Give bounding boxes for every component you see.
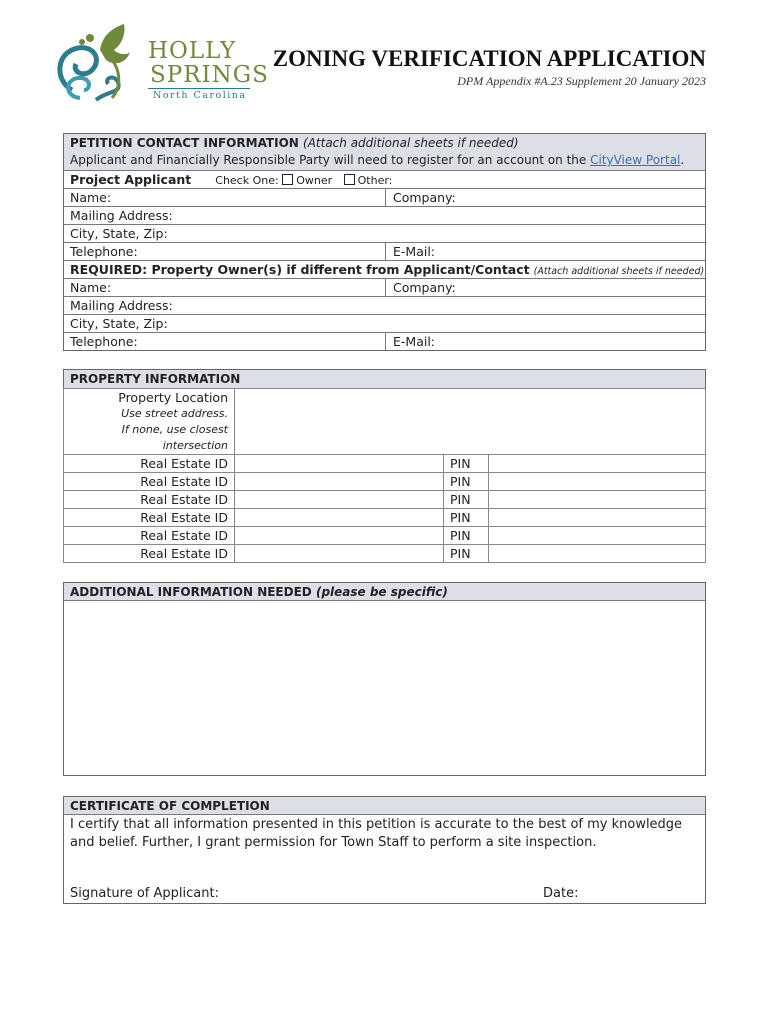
real-estate-id-label: Real Estate ID [64,473,235,491]
signature-label[interactable]: Signature of Applicant: [70,886,219,901]
pin-label: PIN [444,473,489,491]
real-estate-id-label: Real Estate ID [64,491,235,509]
real-estate-id-label: Real Estate ID [64,509,235,527]
other-label: Other: [357,174,393,187]
table-row [64,509,706,527]
project-applicant-label: Project Applicant [70,172,192,187]
owner-name-row[interactable] [64,278,705,296]
property-location-label-cell [64,389,235,455]
property-information-section [63,369,706,563]
project-applicant-row [64,170,705,188]
real-estate-id-input[interactable] [235,527,444,545]
location-hint-2: If none, use closest [121,423,228,436]
page-title: ZONING VERIFICATION APPLICATION [272,46,706,71]
petition-header: PETITION CONTACT INFORMATION (Attach additional sheets if needed) Applicant and Financially Responsible Party will need to register for an account on the CityView Portal. [64,134,705,170]
logo-text-springs: SPRINGS [150,62,269,88]
owner-email-label[interactable]: E-Mail: [385,333,435,350]
pin-input[interactable] [489,491,706,509]
property-location-row [64,389,706,455]
real-estate-id-input[interactable] [235,473,444,491]
additional-heading: ADDITIONAL INFORMATION NEEDED [70,585,312,599]
petition-heading: PETITION CONTACT INFORMATION [70,136,299,150]
applicant-mailing-label: Mailing Address: [70,208,173,223]
real-estate-id-input[interactable] [235,455,444,473]
real-estate-id-label: Real Estate ID [64,455,235,473]
owner-name-label: Name: [70,280,112,295]
owner-city-label: City, State, Zip: [70,316,168,331]
date-label[interactable]: Date: [543,886,579,901]
pin-input[interactable] [489,545,706,563]
petition-heading-note: (Attach additional sheets if needed) [303,136,519,150]
additional-heading-note: (please be specific) [315,585,448,599]
pin-label: PIN [444,509,489,527]
additional-information-input[interactable] [64,601,705,775]
required-owner-row [64,260,705,278]
pin-input[interactable] [489,527,706,545]
owner-checkbox[interactable] [282,174,293,185]
pin-label: PIN [444,545,489,563]
real-estate-id-label: Real Estate ID [64,545,235,563]
applicant-telephone-row[interactable] [64,242,705,260]
certificate-section [63,796,706,904]
register-text: Applicant and Financially Responsible Party will need to register for an account on the [70,153,587,167]
petition-contact-section [63,133,706,351]
applicant-company-label[interactable]: Company: [385,189,456,206]
table-row [64,527,706,545]
additional-header [64,583,705,601]
additional-information-section [63,582,706,776]
owner-mailing-label: Mailing Address: [70,298,173,313]
required-owner-note: (Attach additional sheets if needed) [533,266,705,277]
owner-company-label[interactable]: Company: [385,279,456,296]
logo-text-state: North Carolina [153,90,247,101]
certificate-text: I certify that all information presented in this petition is accurate to the best of my knowledge and belief. Further, I grant permission for Town Staff to perform a site inspection. [70,817,683,850]
owner-telephone-row[interactable] [64,332,705,350]
real-estate-id-input[interactable] [235,491,444,509]
property-heading: PROPERTY INFORMATION [64,370,705,388]
pin-input[interactable] [489,509,706,527]
applicant-name-label: Name: [70,190,112,205]
holly-leaf-swirl-icon [52,20,152,104]
cityview-portal-link[interactable]: CityView Portal [590,153,681,167]
pin-label: PIN [444,455,489,473]
applicant-name-row[interactable] [64,188,705,206]
owner-city-row[interactable] [64,314,705,332]
applicant-city-row[interactable] [64,224,705,242]
check-one-label: Check One: [215,174,279,187]
property-location-label: Property Location [118,390,228,405]
table-row [64,473,706,491]
applicant-email-label[interactable]: E-Mail: [385,243,435,260]
table-row [64,545,706,563]
real-estate-id-label: Real Estate ID [64,527,235,545]
owner-telephone-label: Telephone: [70,334,138,349]
property-location-input[interactable] [235,389,706,455]
location-hint-3: intersection [162,439,228,452]
real-estate-id-input[interactable] [235,509,444,527]
table-row [64,491,706,509]
pin-label: PIN [444,527,489,545]
applicant-telephone-label: Telephone: [70,244,138,259]
page-subtitle: DPM Appendix #A.23 Supplement 20 January 2023 [457,74,706,88]
table-row [64,455,706,473]
required-owner-heading: REQUIRED: Property Owner(s) if different from Applicant/Contact [70,262,530,277]
owner-label: Owner [296,174,333,187]
pin-label: PIN [444,491,489,509]
logo-divider [148,88,250,89]
owner-mailing-row[interactable] [64,296,705,314]
applicant-mailing-row[interactable] [64,206,705,224]
pin-input[interactable] [489,455,706,473]
real-estate-id-input[interactable] [235,545,444,563]
other-checkbox[interactable] [344,174,355,185]
certificate-heading: CERTIFICATE OF COMPLETION [64,797,705,815]
applicant-city-label: City, State, Zip: [70,226,168,241]
pin-input[interactable] [489,473,706,491]
location-hint-1: Use street address. [121,407,228,420]
logo-text-holly: HOLLY [148,38,237,64]
